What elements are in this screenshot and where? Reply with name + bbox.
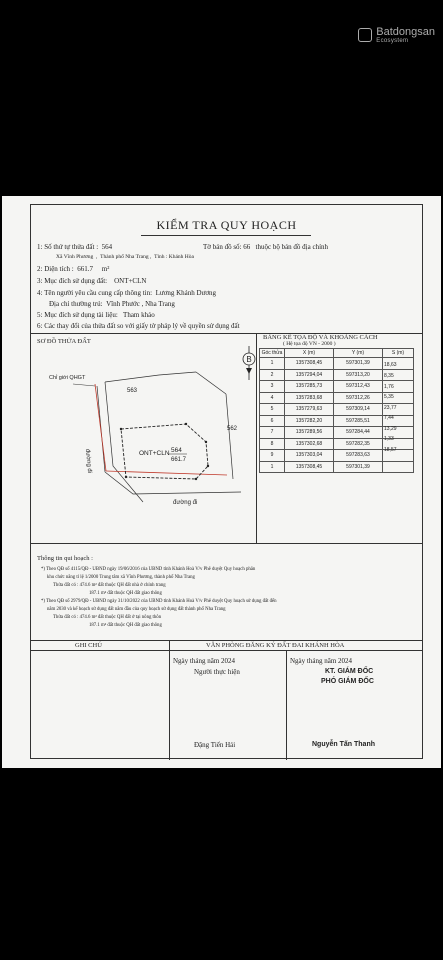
- col-header-y: Y (m): [334, 349, 383, 358]
- planning-boundary-line: [73, 384, 227, 475]
- requester-line: 4: Tên người yêu cầu cung cấp thông tin: Lương Khánh Dương: [37, 289, 217, 297]
- info-line-6: năm 2030 và kế hoạch sử dụng đất năm đầu của quy hoạch sử dụng đất thành phố Nha Trang: [47, 607, 226, 612]
- info-line-3: Thửa đất có : 474.6 m² đất thuộc QH đất nhà ở chỉnh trang: [53, 583, 166, 588]
- date-right: Ngày tháng năm 2024: [290, 657, 353, 665]
- table-row: 8 1357302,68 597282,35: [260, 438, 414, 450]
- title-underline: [141, 235, 311, 236]
- col-header-x: X (m): [285, 349, 334, 358]
- parcel-map: [31, 334, 256, 542]
- road-boundary-lines: [97, 386, 241, 494]
- map-heading: SƠ ĐỒ THỬA ĐẤT: [37, 338, 91, 345]
- land-purpose-line: 3: Mục đích sử dụng đất: ONT+CLN: [37, 277, 147, 285]
- info-line-8: 187.1 m² đất thuộc QH đất giao thông: [89, 623, 162, 628]
- document-page: [2, 196, 441, 768]
- bottom-road-label: đường đi: [173, 500, 198, 506]
- distance-6-7: 7,44: [384, 415, 394, 421]
- document-frame: [30, 204, 423, 759]
- office-name: VĂN PHÒNG ĐĂNG KÝ ĐẤT ĐAI KHÁNH HÒA: [206, 642, 345, 649]
- adjacent-lot-lines: [105, 372, 233, 502]
- footer-top-border: [31, 640, 422, 641]
- distance-7-8: 13,29: [384, 426, 397, 432]
- map-sheet-line: Tờ bản đồ số: 66 thuộc bộ bản đồ địa chính: [203, 243, 329, 251]
- north-arrow-icon: [243, 346, 255, 380]
- distance-9-1: 18,57: [384, 447, 397, 453]
- table-row: 7 1357289,56 597284,44: [260, 427, 414, 439]
- info-line-2: khu chức năng tỉ lệ 1/2000 Trung tâm xã Vĩnh Phương, thành phố Nha Trang: [47, 575, 195, 580]
- signer-left: Đặng Tiến Hải: [194, 741, 236, 749]
- kt-title: KT. GIÁM ĐỐC: [325, 668, 374, 675]
- area-line: 2: Diện tích : 661.7 m²: [37, 265, 110, 273]
- chi-gioi-label: Chỉ giới QHGT: [49, 375, 86, 381]
- coords-table-subtitle: ( Hệ tọa độ VN - 2000 ): [283, 341, 336, 347]
- table-row: 9 1357303,04 597283,63: [260, 450, 414, 462]
- info-heading: Thông tin qui hoạch :: [37, 555, 93, 562]
- watermark-text: Batdongsan Ecosystem: [376, 26, 435, 44]
- footer-divider: [169, 640, 170, 760]
- notes-heading: GHI CHÚ: [75, 642, 102, 649]
- col-header-corner: Góc thửa: [260, 349, 285, 358]
- distance-2-3: 8,35: [384, 373, 394, 379]
- document-purpose-line: 5: Mục đích sử dụng tài liệu: Tham khảo: [37, 311, 155, 319]
- col-header-s: S (m): [383, 349, 414, 358]
- table-row: 1 1357308,45 597301,39: [260, 461, 414, 473]
- parcel-563-label: 563: [127, 388, 138, 394]
- info-line-4: 187.1 m² đất thuộc QH đất giao thông: [89, 591, 162, 596]
- north-arrow-label: B: [246, 355, 252, 364]
- parcel-line: 1: Số thứ tự thửa đất : 564: [37, 243, 113, 251]
- table-row: 3 1357285,73 597312,43: [260, 381, 414, 393]
- info-section-top-border: [31, 543, 422, 544]
- signer-right: Nguyễn Tấn Thanh: [312, 741, 375, 748]
- coords-table-title: BẢNG KÊ TỌA ĐỘ VÀ KHOẢNG CÁCH: [263, 334, 378, 341]
- parcel-564-area: 661.7: [171, 457, 187, 463]
- changes-line: 6: Các thay đổi của thửa đất so với giấy tờ pháp lý về quyền sử dụng đất: [37, 322, 240, 330]
- parcel-564-class: ONT+CLN: [139, 450, 170, 457]
- watermark: [358, 26, 435, 44]
- info-line-5: *) Theo QĐ số 2979/QĐ - UBND ngày 31/10/2022 của UBND tỉnh Khánh Hoà V/v Phê duyệt Quy hoạch sử dụng đất đến: [41, 599, 277, 604]
- table-row: 6 1357282,20 597285,51: [260, 415, 414, 427]
- brand-logo-icon: [358, 28, 372, 42]
- table-header-row: [260, 349, 414, 358]
- table-row: 2 1357294,04 597313,20: [260, 369, 414, 381]
- distance-8-9: 1,33: [384, 436, 394, 442]
- document-title: KIỂM TRA QUY HOẠCH: [156, 218, 297, 232]
- distance-1-2: 18,63: [384, 362, 397, 368]
- distance-5-6: 23,77: [384, 405, 397, 411]
- info-line-7: Thửa đất có : 474.6 m² đất thuộc QH đất ở tại nông thôn: [53, 615, 162, 620]
- parcel-564-number: 564: [171, 447, 182, 454]
- date-left: Ngày tháng năm 2024: [173, 657, 236, 665]
- address-line: Địa chỉ thường trú: Vĩnh Phước , Nha Trang: [49, 300, 175, 308]
- parcel-562-label: 562: [227, 426, 238, 432]
- footer-header-border: [31, 650, 422, 651]
- performer-title: Người thực hiện: [194, 668, 240, 676]
- side-road-label: đường đi: [84, 448, 93, 474]
- info-line-1: *) Theo QĐ số 4115/QĐ - UBND ngày 19/06/2016 của UBND tỉnh Khánh Hoà V/v Phê duyệt Quy hoạch phân: [41, 567, 256, 572]
- signature-divider: [286, 650, 287, 760]
- deputy-title: PHÓ GIÁM ĐỐC: [321, 678, 374, 685]
- distance-3-4: 1,76: [384, 384, 394, 390]
- distance-4-5: 5,35: [384, 394, 394, 400]
- location-line: Xã Vĩnh Phương , Thành phố Nha Trang , Tỉnh : Khánh Hòa: [56, 254, 194, 260]
- table-row: 4 1357283,68 597312,26: [260, 392, 414, 404]
- table-row: 1 1357308,45 597301,39: [260, 358, 414, 370]
- table-row: 5 1357279,63 597309,14: [260, 404, 414, 416]
- map-table-divider: [256, 333, 257, 543]
